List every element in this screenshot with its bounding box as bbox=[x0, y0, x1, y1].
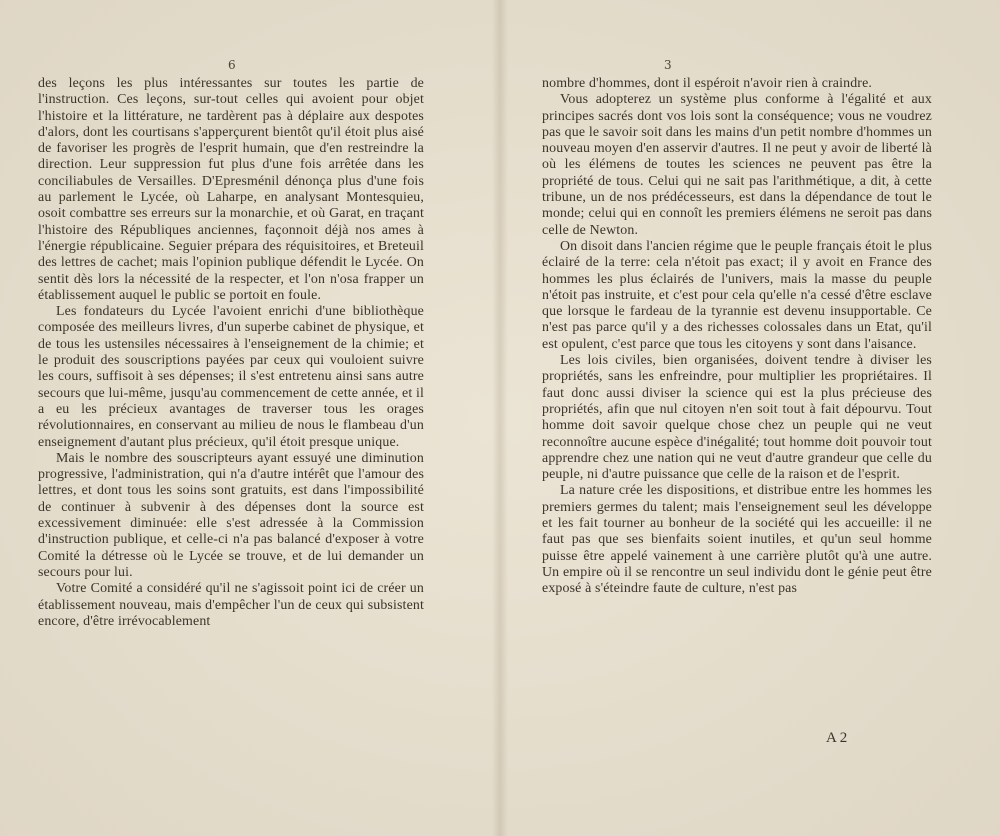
left-paragraph-2: Les fondateurs du Lycée l'avoient enrichi d'une bibliothèque composée des meilleurs livres, d'un superbe cabinet de physique, et de tous les ustensiles nécessaires à l'enseignement de la chimie; et le produit des souscriptions payées par ceux qui vouloient suivre les cours, suffisoit à ses dépenses; il s'est entretenu ainsi sans autre secours que lui-même, jusqu'au commencement de cette année, et il a eu les précieux avantages de traverser tous les orages révolutionnaires, en conservant au milieu de nous le flambeau d'un enseignement d'autant plus précieux, qu'il étoit presque unique. bbox=[38, 304, 424, 450]
right-paragraph-1: nombre d'hommes, dont il espéroit n'avoir rien à craindre. bbox=[542, 76, 873, 91]
left-paragraph-3: Mais le nombre des souscripteurs ayant essuyé une diminution progressive, l'administration, qui n'a d'autre intérêt que l'amour des lettres, et dont tous les soins sont gratuits, est dans l'impossibilité de continuer à subvenir à des dépenses dont la source est excessivement diminuée: elle s'est adressée à la Commission d'instruction publique, et celle-ci n'a pas balancé d'exposer à votre Comité la détresse où le Lycée se trouve, et de lui demander un secours pour lui. bbox=[38, 450, 424, 580]
right-page bbox=[504, 0, 1000, 836]
right-page-text bbox=[542, 76, 932, 598]
right-paragraph-3: On disoit dans l'ancien régime que le peuple français étoit le plus éclairé de la terre: cela n'étoit pas exact; il y avoit en France des hommes les plus éclairés de l'univers, mais la masse du peuple n'étoit pas instruite, et c'est pour cela qu'elle n'a cessé d'être esclave que lorsque le fardeau de la tyrannie est devenu insupportable. Ce n'est pas parce qu'il y a des richesses colossales dans un Etat, qu'il est opulent, c'est parce que tous les citoyens y sont dans l'aisance. bbox=[542, 238, 932, 352]
right-paragraph-2: Vous adopterez un système plus conforme à l'égalité et aux principes sacrés dont vos lois sont la conséquence; vous ne voudrez pas que le savoir soit dans les mains d'un petit nombre d'hommes un nouveau moyen d'en asservir d'autres. Il ne peut y avoir de liberté là où les élémens de toutes les sciences ne peuvent pas être la propriété de tous. Celui qui ne sait pas l'arithmétique, a dit, à cette tribune, un de nos prédécesseurs, est dans la dépendance de tout le monde; celui qui en connoît les premiers élémens ne seroit pas dans celle de Newton. bbox=[542, 92, 932, 238]
left-page-text bbox=[38, 76, 424, 630]
left-page bbox=[0, 0, 496, 836]
left-paragraph-1: des leçons les plus intéressantes sur toutes les partie de l'instruction. Ces leçons, sur-tout celles qui avoient pour objet l'histoire et la littérature, ne tardèrent pas à déplaire aux despotes d'alors, dont les courtisans s'apperçurent bientôt qu'il étoit plus aisé de favoriser les progrès de l'esprit humain, que d'en restreindre la direction. Leur suppression fut plus d'une fois arrêtée dans les conciliabules de Versailles. D'Epresménil dénonça plus d'une fois au parlement le Lycée, où Laharpe, en analysant Montesquieu, osoit combattre ses erreurs sur la monarchie, et où Garat, en traçant l'histoire des Républiques anciennes, façonnoit déjà nos ames à l'énergie républicaine. Seguier prépara des réquisitoires, et Breteuil des lettres de cachet; mais l'opinion publique défendit le Lycée. On sentit dès lors la nécessité de la respecter, et l'on n'osa frapper un établissement auquel le public se portoit en foule. bbox=[38, 76, 424, 303]
left-paragraph-4: Votre Comité a considéré qu'il ne s'agissoit point ici de créer un établissement nouveau, mais d'empêcher l'un de ceux qui subsistent encore, d'être irrévocablement bbox=[38, 581, 424, 629]
right-paragraph-4: Les lois civiles, bien organisées, doivent tendre à diviser les propriétés, sans les enfreindre, pour multiplier les propriétaires. Il faut donc aussi diviser la science qui est la plus précieuse des propriétés, afin que nul citoyen n'en soit tout à fait dépourvu. Tout homme doit savoir quelque chose chez un peuple qui ne veut reconnoître aucune espèce d'inégalité; tout homme doit pouvoir tout apprendre chez une nation qui ne veut d'autre grandeur que celle du peuple, ni d'autre puissance que celle de la raison et de l'esprit. bbox=[542, 353, 932, 483]
right-paragraph-5: La nature crée les dispositions, et distribue entre les hommes les premiers germes du talent; mais l'enseignement seul les développe et les fait tourner au bonheur de la société qui les accueille: il ne faut pas que ses bienfaits soient inutiles, et qu'un seul homme puisse être appelé vainement à une carrière plutôt qu'à une autre. Un empire où il se rencontre un seul individu dont le génie peut être exposé à s'éteindre faute de culture, n'est pas bbox=[542, 483, 932, 597]
left-page-number: 6 bbox=[228, 58, 236, 72]
signature-mark: A 2 bbox=[826, 730, 848, 746]
right-page-number: 3 bbox=[664, 58, 672, 72]
